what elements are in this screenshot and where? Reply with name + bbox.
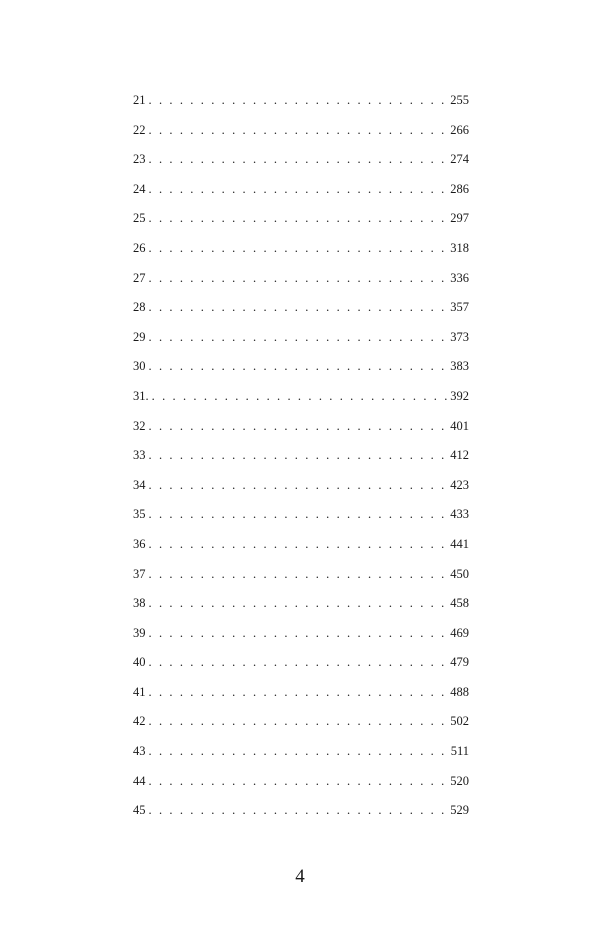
toc-dot-leader [149,537,448,552]
toc-entry [133,478,469,508]
toc-page-number: 433 [450,507,469,522]
toc-page-number: 266 [450,122,469,137]
table-of-contents [133,93,469,833]
toc-chapter-number: 25 [133,211,146,226]
toc-chapter-number: 37 [133,566,146,581]
toc-page-number: 336 [450,270,469,285]
toc-dot-leader [149,330,448,345]
toc-dot-leader [149,93,448,108]
toc-page-number: 297 [450,211,469,226]
toc-page-number: 520 [450,773,469,788]
toc-page-number: 255 [450,93,469,107]
toc-dot-leader [149,182,448,197]
toc-chapter-number: 38 [133,596,146,611]
toc-page-number: 274 [450,152,469,167]
toc-dot-leader [149,685,448,700]
toc-dot-leader [149,803,448,818]
toc-entry [133,567,469,597]
toc-page-number: 479 [450,655,469,670]
toc-page-number: 423 [450,477,469,492]
toc-chapter-number: 27 [133,270,146,285]
toc-dot-leader [149,448,448,463]
toc-entry [133,537,469,567]
toc-chapter-number: 26 [133,240,146,255]
toc-entry [133,241,469,271]
toc-dot-leader [149,123,448,138]
toc-dot-leader [149,774,448,789]
toc-dot-leader [149,744,448,759]
toc-dot-leader [149,152,448,167]
toc-entry [133,359,469,389]
toc-chapter-number: 28 [133,300,146,315]
toc-page-number: 529 [450,803,469,818]
toc-dot-leader [149,478,448,493]
toc-chapter-number: 36 [133,536,146,551]
page-number: 4 [295,866,305,887]
toc-page-number: 357 [450,300,469,315]
toc-page-number: 383 [450,359,469,374]
toc-page-number: 373 [450,329,469,344]
toc-entry [133,389,469,419]
toc-entry [133,330,469,360]
toc-entry [133,419,469,449]
toc-entry [133,774,469,804]
toc-chapter-number: 30 [133,359,146,374]
toc-chapter-number: 33 [133,448,146,463]
toc-chapter-number: 24 [133,181,146,196]
toc-entry [133,448,469,478]
toc-dot-leader [149,359,448,374]
toc-chapter-number: 29 [133,329,146,344]
toc-dot-leader [149,419,448,434]
toc-entry [133,271,469,301]
toc-page-number: 511 [450,744,469,759]
toc-page-number: 401 [450,418,469,433]
toc-dot-leader [149,241,448,256]
toc-page-number: 458 [450,596,469,611]
toc-dot-leader [149,714,448,729]
toc-chapter-number: 23 [133,152,146,167]
toc-page-number: 392 [450,388,469,403]
toc-entry [133,803,469,833]
toc-dot-leader [149,567,448,582]
toc-page-number: 318 [450,240,469,255]
toc-entry [133,744,469,774]
toc-page-number: 441 [450,536,469,551]
toc-chapter-number: 35 [133,507,146,522]
toc-dot-leader [149,507,448,522]
toc-entry [133,300,469,330]
toc-chapter-number: 34 [133,477,146,492]
toc-chapter-number: 21 [133,93,146,107]
toc-chapter-number: 45 [133,803,146,818]
toc-chapter-number: 40 [133,655,146,670]
toc-chapter-number: 39 [133,625,146,640]
toc-page-number: 286 [450,181,469,196]
toc-dot-leader [152,389,448,404]
toc-entry [133,507,469,537]
toc-chapter-number: 44 [133,773,146,788]
toc-dot-leader [149,626,448,641]
toc-dot-leader [149,211,448,226]
toc-dot-leader [149,300,448,315]
toc-dot-leader [149,271,448,286]
toc-entry [133,655,469,685]
toc-entry [133,93,469,123]
toc-entry [133,211,469,241]
toc-chapter-number: 31. [133,388,149,403]
toc-chapter-number: 22 [133,122,146,137]
toc-chapter-number: 43 [133,744,146,759]
toc-page-number: 412 [450,448,469,463]
toc-entry [133,596,469,626]
toc-chapter-number: 42 [133,714,146,729]
toc-chapter-number: 32 [133,418,146,433]
toc-entry [133,182,469,212]
toc-dot-leader [149,596,448,611]
toc-entry [133,123,469,153]
toc-page-number: 488 [450,684,469,699]
toc-page-number: 502 [450,714,469,729]
toc-entry [133,626,469,656]
toc-entry [133,714,469,744]
toc-chapter-number: 41 [133,684,146,699]
toc-page-number: 469 [450,625,469,640]
toc-entry [133,152,469,182]
toc-dot-leader [149,655,448,670]
toc-entry [133,685,469,715]
toc-page-number: 450 [450,566,469,581]
